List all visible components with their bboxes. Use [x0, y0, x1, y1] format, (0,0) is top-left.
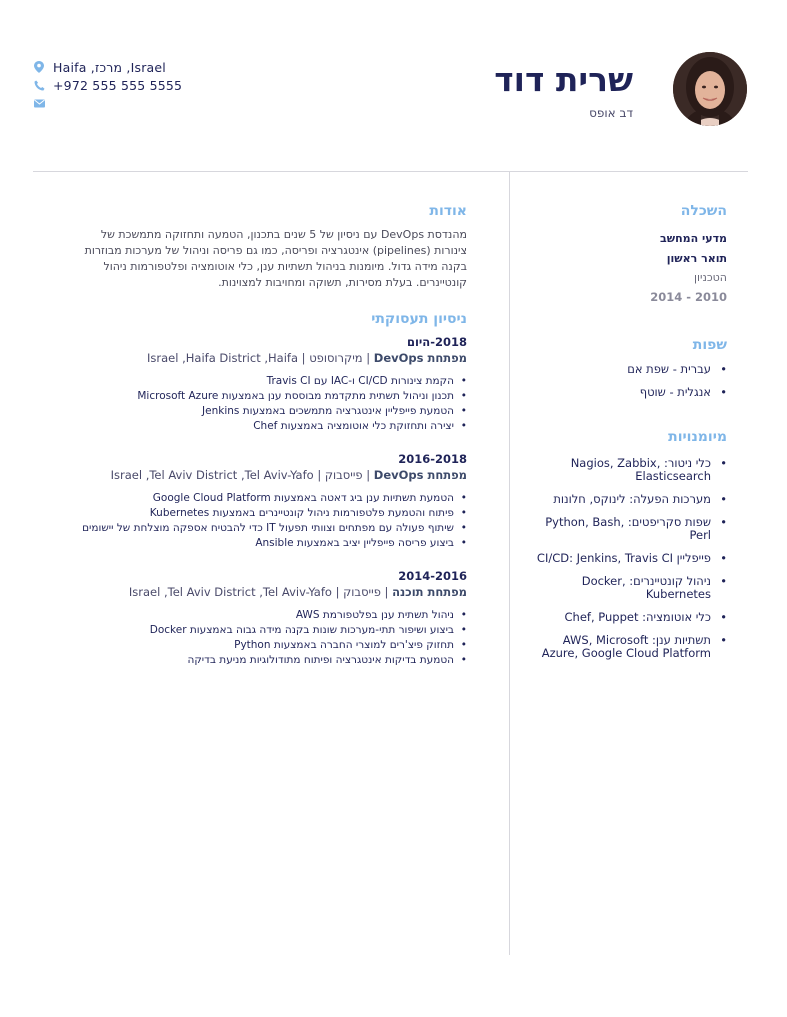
about-heading: אודות: [429, 203, 467, 219]
education-field: מדעי המחשב: [660, 232, 727, 245]
list-item: • פיתוח והטמעת פלטפורמות ניהול קונטיינרים באמצעות Kubernetes: [67, 506, 467, 521]
job-bullets: [67, 374, 467, 434]
contact-location: [33, 58, 182, 76]
mail-icon: [33, 97, 45, 109]
main-column: [67, 203, 467, 668]
location-text: Haifa ,מרכז ,Israel: [53, 59, 166, 75]
contact-email[interactable]: [33, 94, 182, 112]
list-item: • ביצוע פריסה פייפליין יציב באמצעות Ansible: [67, 536, 467, 551]
education-degree: תואר ראשון: [666, 252, 727, 265]
job-role-line: מפתחת DevOps | פייסבוק | Israel ,Tel Aviv District ,Tel Aviv-Yafo: [110, 468, 467, 482]
list-item: • פייפליין CI/CD: Jenkins, Travis CI: [527, 552, 727, 565]
list-item: • ניהול קונטיינרים: Docker, Kubernetes: [527, 575, 727, 601]
list-item: • יצירה ותחזוקת כלי אוטומציה באמצעות Chef: [67, 419, 467, 434]
full-name: שרית דוד: [494, 60, 633, 99]
job-dates: 2016-2018: [398, 452, 467, 466]
list-item: • ביצוע ושיפור תתי-מערכות שונות בקנה מידה גבוה באמצעות Docker: [67, 623, 467, 638]
column-divider: [509, 171, 510, 955]
list-item: • תחזוק פיצ'רים למוצרי החברה באמצעות Python: [67, 638, 467, 653]
about-text: מהנדסת DevOps עם ניסיון של 5 שנים בתכנון, הטמעה ותחזוקה מתמשכת של צינורות (pipelines) אינטגרציה ופריסה, כמו גם פריסה וניהול של מערכות מבוזרות בקנה מידה גדול. מיומנות בניהול תשתיות ענן, כלי אוטומציה ופלטפורמות ניהול קונטיינרים. בעלת מסירות, תשוקה ומחויבות למצוינות.: [84, 228, 467, 289]
job-company: פייסבוק: [343, 585, 381, 599]
job-dates: 2014-2016: [398, 569, 467, 583]
job-role-line: מפתחת תוכנה | פייסבוק | Israel ,Tel Aviv District ,Tel Aviv-Yafo: [128, 585, 467, 599]
job-entry: [67, 335, 467, 434]
job-place: Israel ,Haifa District ,Haifa: [147, 351, 298, 365]
contact-info: [33, 58, 182, 112]
phone-icon: [33, 79, 45, 91]
list-item: • עברית - שפת אם: [527, 363, 727, 376]
list-item: • כלי אוטומציה: Chef, Puppet: [527, 611, 727, 624]
list-item: • שפות סקריפטים: Python, Bash, Perl: [527, 516, 727, 542]
job-role: מפתחת DevOps: [373, 468, 467, 482]
job-bullets: [67, 491, 467, 551]
list-item: • הטמעת תשתיות ענן ביג דאטה באמצעות Google Cloud Platform: [67, 491, 467, 506]
education-years: 2010 - 2014: [650, 290, 727, 304]
job-entry: [67, 452, 467, 551]
list-item: • שיתוף פעולה עם מפתחים וצוותי תפעול IT כדי להבטיח אספקה מוצלחת של יישומים: [67, 521, 467, 536]
job-dates: 2018-היום: [406, 335, 467, 349]
list-item: • הטמעת פייפליין אינטגרציה מתמשכים באמצעות Jenkins: [67, 404, 467, 419]
avatar-photo: [673, 52, 747, 126]
list-item: • כלי ניטור: Nagios, Zabbix, Elasticsearch: [527, 457, 727, 483]
header-divider: [33, 171, 748, 172]
list-item: • מערכות הפעלה: לינוקס, חלונות: [527, 493, 727, 506]
side-column: [527, 203, 727, 660]
list-item: • הקמת צינורות CI/CD ו-IAC עם Travis CI: [67, 374, 467, 389]
avatar: [673, 52, 747, 126]
job-company: מיקרוסופט: [309, 351, 363, 365]
job-title: דב אופס: [589, 106, 633, 120]
languages-list: [527, 363, 727, 399]
list-item: • הטמעת בדיקות אינטגרציה ופיתוח מתודולוגיות מניעת בדיקה: [67, 653, 467, 668]
contact-phone[interactable]: [33, 76, 182, 94]
education-heading: השכלה: [680, 203, 727, 219]
job-role: מפתחת DevOps: [373, 351, 467, 365]
languages-heading: שפות: [692, 337, 727, 353]
job-company: פייסבוק: [324, 468, 363, 482]
job-place: Israel ,Tel Aviv District ,Tel Aviv-Yafo: [110, 468, 314, 482]
skills-heading: מיומנויות: [668, 429, 727, 445]
skills-list: [527, 457, 727, 660]
list-item: • ניהול תשתית ענן בפלטפורמת AWS: [67, 608, 467, 623]
phone-text: +972 555 555 5555: [53, 77, 183, 93]
list-item: • תשתיות ענן: AWS, Microsoft Azure, Google Cloud Platform: [527, 634, 727, 660]
education-institution: הטכניון: [694, 271, 727, 284]
job-place: Israel ,Tel Aviv District ,Tel Aviv-Yafo: [128, 585, 332, 599]
experience-heading: ניסיון תעסוקתי: [371, 311, 467, 327]
job-role: מפתחת תוכנה: [392, 585, 467, 599]
job-entry: [67, 569, 467, 668]
list-item: • אנגלית - שוטף: [527, 386, 727, 399]
job-bullets: [67, 608, 467, 668]
map-pin-icon: [33, 61, 45, 73]
job-role-line: מפתחת DevOps | מיקרוסופט | Israel ,Haifa District ,Haifa: [147, 351, 467, 365]
list-item: • תכנון וניהול תשתית מתקדמת מבוססת ענן באמצעות Microsoft Azure: [67, 389, 467, 404]
